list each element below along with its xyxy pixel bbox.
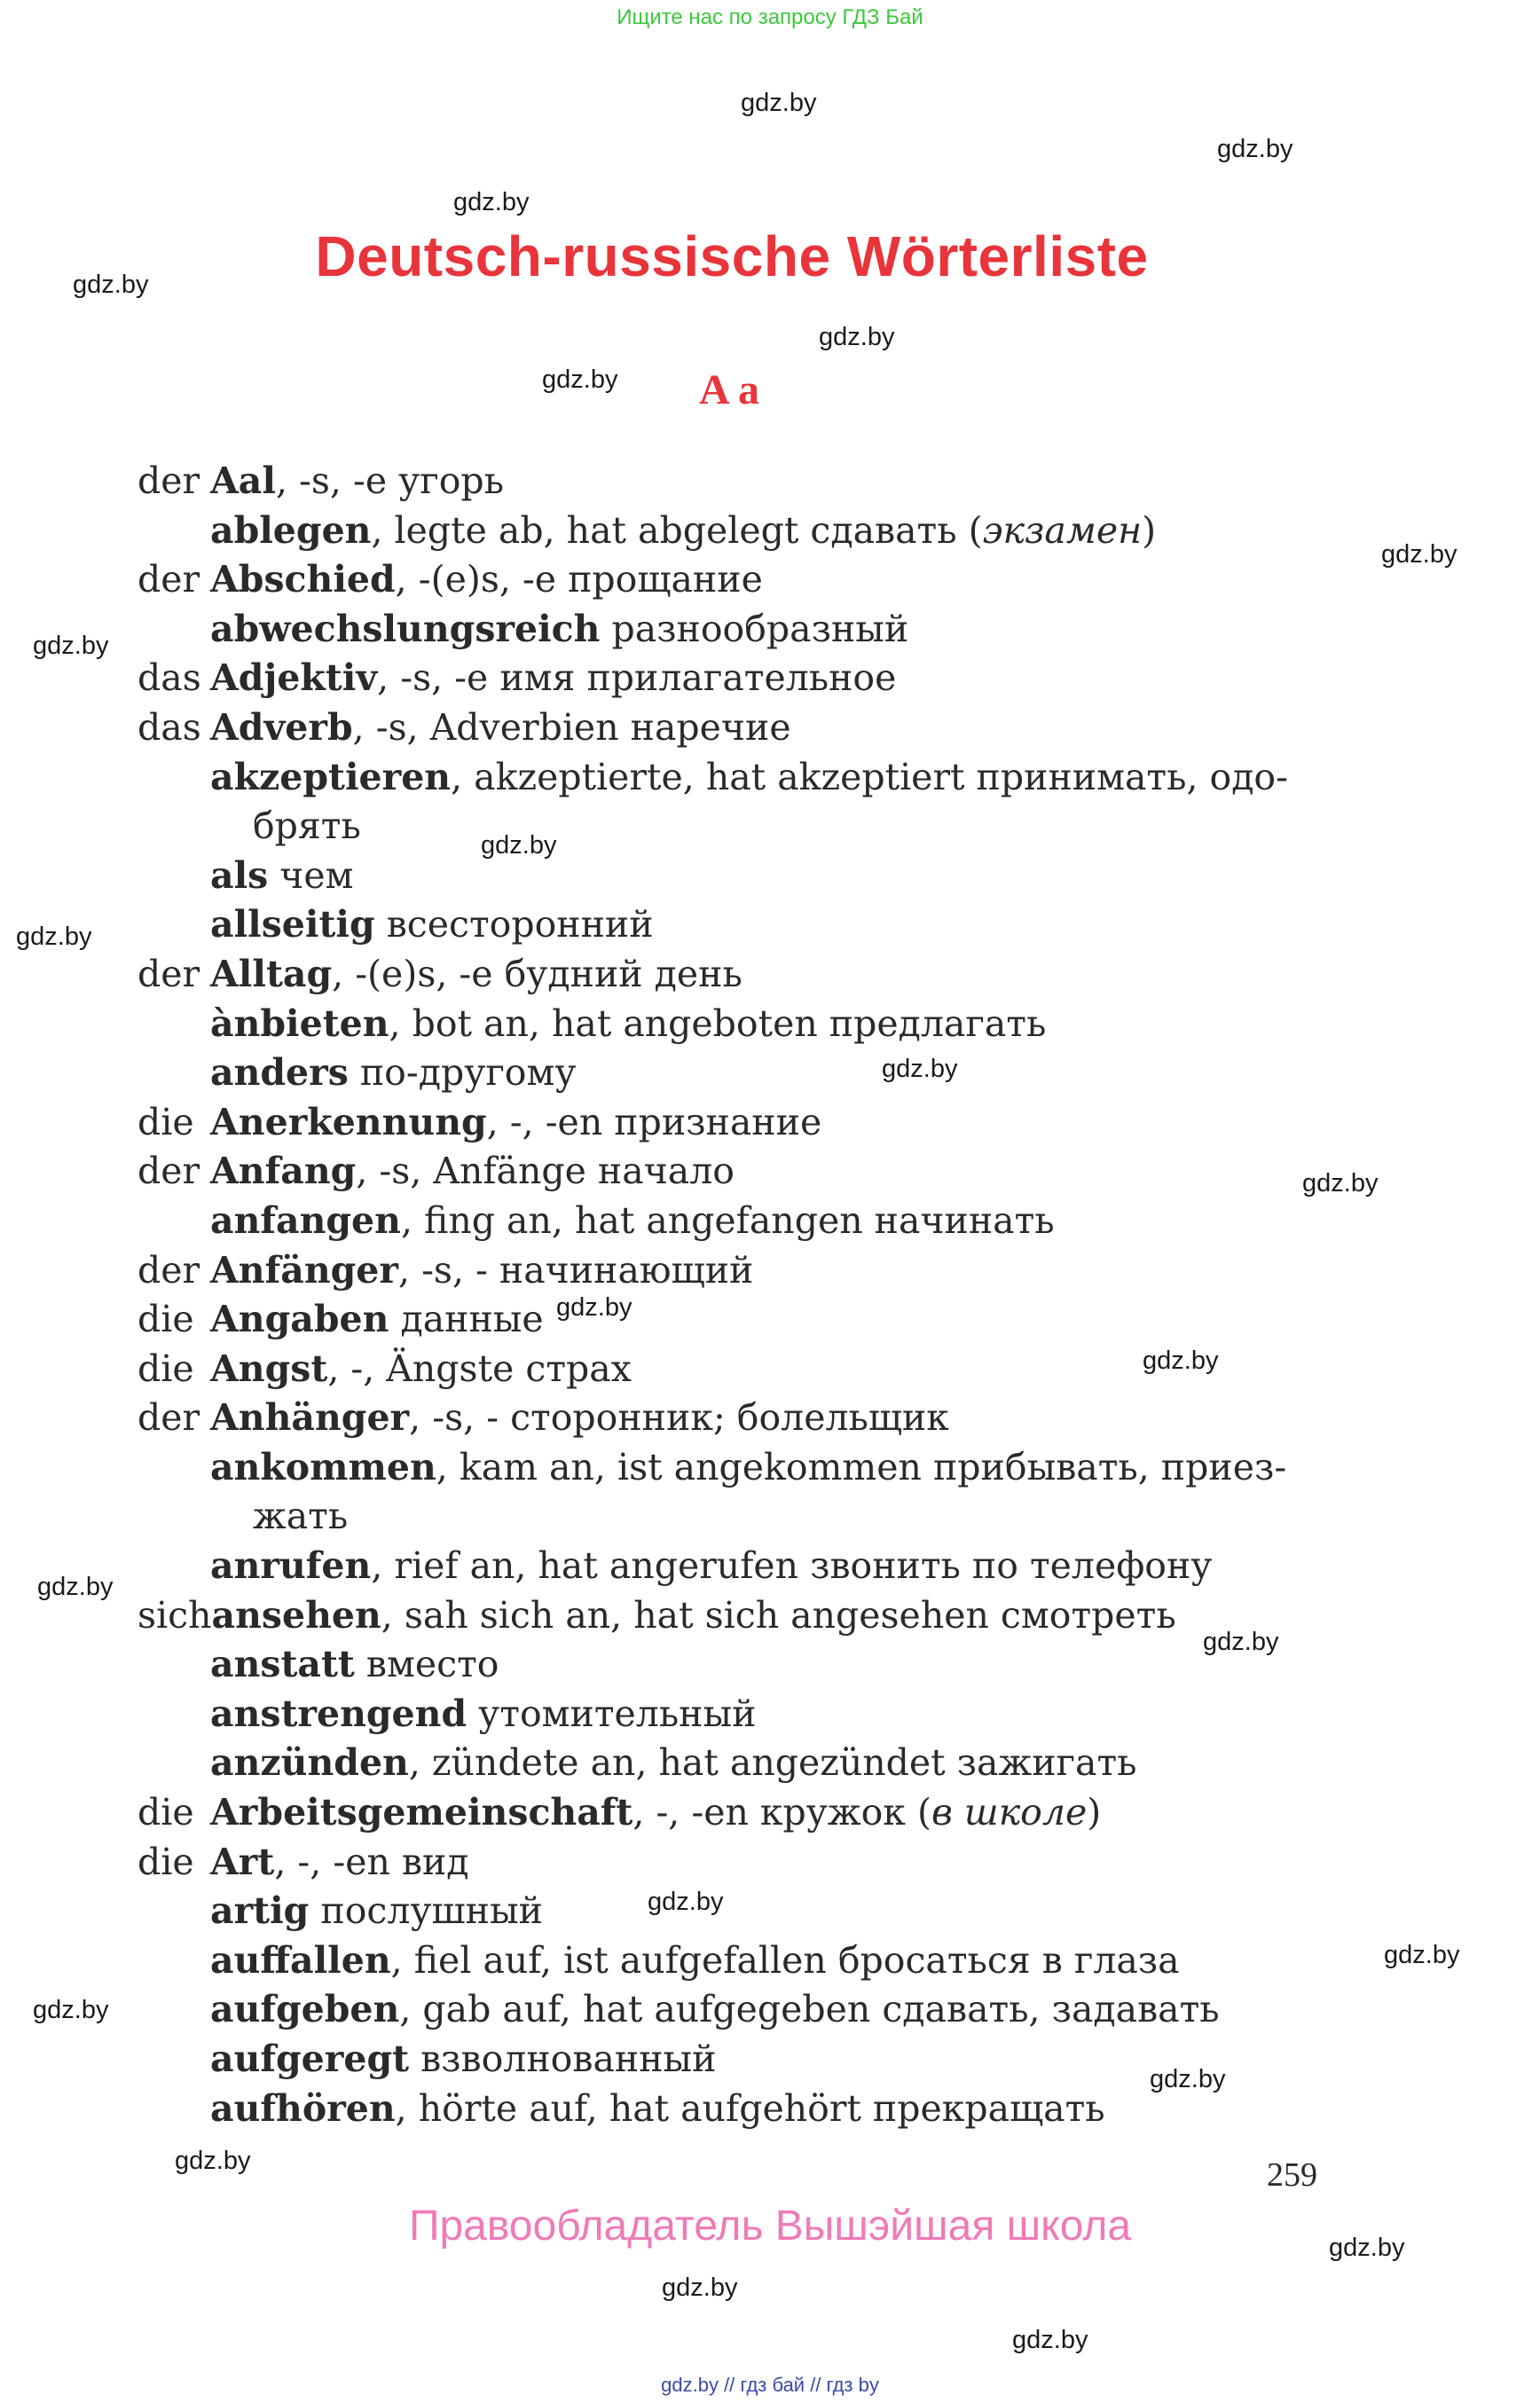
entry-headword: abwechslungsreich: [210, 607, 601, 650]
entry-headword: Adverb: [210, 705, 353, 749]
entry-translation: , -s, -e угорь: [275, 459, 504, 502]
watermark: gdz.by: [819, 323, 895, 351]
entry-headword: anrufen: [210, 1544, 372, 1588]
word-entry: [138, 1000, 1344, 1049]
entry-headword: ablegen: [210, 508, 372, 552]
entry-headword: Abschied: [210, 558, 396, 601]
entry-headword: auffallen: [210, 1938, 391, 1982]
entry-translation: , fiel auf, ist aufgefallen бросаться в глаза: [390, 1938, 1180, 1982]
entry-translation: , bot an, hat angeboten предлагать: [389, 1001, 1047, 1045]
watermark: gdz.by: [542, 365, 618, 394]
entry-article: das: [138, 656, 201, 700]
entry-translation: , -, Ängste страх: [327, 1347, 632, 1390]
entry-headword: aufhören: [210, 2086, 396, 2130]
entry-headword: als: [210, 853, 269, 897]
word-entry: [138, 1887, 1344, 1936]
word-entry: [138, 2035, 1344, 2085]
entry-article: die: [138, 1791, 194, 1834]
entry-tail: ): [1087, 1791, 1102, 1834]
word-entry: [138, 555, 1344, 605]
entry-translation: вместо: [354, 1643, 499, 1686]
entry-article: die: [138, 1347, 194, 1390]
entry-translation: разнообразный: [600, 607, 909, 650]
word-entry: [138, 1147, 1344, 1197]
word-entry: [138, 1394, 1344, 1443]
entry-headword: artig: [210, 1889, 310, 1933]
entry-headword: anstrengend: [210, 1692, 468, 1735]
entry-note: экзамен: [982, 508, 1143, 552]
watermark: gdz.by: [73, 271, 149, 299]
entry-translation: , -, -en признание: [486, 1100, 822, 1143]
entry-article: die: [138, 1100, 194, 1143]
entry-translation: , fing an, hat angefangen начинать: [400, 1198, 1055, 1242]
entry-translation: , kam an, ist angekommen прибывать, приез-: [436, 1445, 1287, 1488]
word-entry: [138, 1443, 1344, 1493]
entry-headword: Angaben: [210, 1298, 389, 1341]
page-number: 259: [1267, 2156, 1317, 2194]
entry-headword: Anfang: [210, 1150, 357, 1193]
entry-headword: ànbieten: [210, 1001, 389, 1045]
page-title: Deutsch-russische Wörterliste: [315, 224, 1149, 288]
word-entry: [138, 654, 1344, 703]
entry-translation: , -s, - начинающий: [398, 1248, 754, 1292]
watermark: gdz.by: [882, 1055, 958, 1083]
watermark: gdz.by: [16, 923, 92, 951]
watermark: gdz.by: [648, 1888, 724, 1916]
entry-article: sich: [138, 1593, 212, 1637]
entry-note: в школе: [931, 1791, 1088, 1834]
watermark: gdz.by: [453, 188, 530, 216]
word-entry: [138, 1838, 1344, 1888]
entry-article: das: [138, 705, 201, 749]
entry-article: der: [138, 1150, 200, 1193]
word-entry: [138, 1739, 1344, 1788]
entry-article: die: [138, 1298, 194, 1341]
entry-tail: ): [1142, 508, 1157, 552]
word-entry: [138, 802, 1344, 852]
entry-translation: , -(e)s, -e прощание: [395, 558, 763, 601]
word-entry: [138, 1985, 1344, 2035]
entry-translation: , hörte auf, hat aufgehört прекращать: [395, 2086, 1105, 2130]
watermark: gdz.by: [1302, 1169, 1379, 1198]
word-entry: [138, 950, 1344, 1000]
entry-translation: , legte ab, hat abgelegt сдавать (: [371, 508, 983, 552]
entry-translation: , akzeptierte, hat akzeptiert принимать, одо-: [451, 755, 1288, 798]
entry-continuation: брять: [253, 805, 361, 848]
watermark: gdz.by: [37, 1573, 114, 1601]
word-entry: [138, 1936, 1344, 1986]
section-letter: A a: [699, 366, 760, 413]
entry-headword: Angst: [210, 1347, 328, 1390]
entry-translation: , zündete an, hat angezündet зажигать: [408, 1741, 1137, 1785]
entry-headword: Arbeitsgemeinschaft: [210, 1791, 633, 1834]
bottom-links: gdz.by // гдз бай // гдз by: [661, 2374, 879, 2396]
entry-headword: akzeptieren: [210, 755, 452, 798]
entry-article: der: [138, 459, 200, 502]
word-entry: [138, 507, 1344, 556]
entry-translation: всесторонний: [374, 903, 654, 946]
watermark: gdz.by: [1150, 2065, 1226, 2093]
word-entry: [138, 1098, 1344, 1148]
entry-translation: послушный: [309, 1889, 543, 1933]
word-entry: [138, 605, 1344, 655]
word-entry: [138, 1345, 1344, 1394]
word-list: [138, 457, 1344, 2133]
word-entry: [138, 1690, 1344, 1739]
word-entry: [138, 900, 1344, 950]
entry-article: der: [138, 952, 200, 995]
copyright-notice: Правообладатель Вышэйшая школа: [408, 2203, 1132, 2250]
entry-headword: anders: [210, 1051, 349, 1095]
entry-headword: Anerkennung: [210, 1100, 487, 1143]
word-entry: [138, 1591, 1344, 1641]
watermark: gdz.by: [1012, 2326, 1088, 2354]
entry-continuation: жать: [253, 1495, 349, 1538]
entry-translation: , gab auf, hat aufgegeben сдавать, задавать: [399, 1988, 1220, 2031]
entry-headword: anzünden: [210, 1741, 409, 1785]
entry-article: der: [138, 558, 200, 601]
entry-translation: , rief an, hat angerufen звонить по телефону: [371, 1544, 1213, 1588]
watermark: gdz.by: [1143, 1347, 1219, 1375]
watermark: gdz.by: [741, 89, 817, 117]
entry-translation: , -(e)s, -e будний день: [332, 952, 742, 995]
entry-article: der: [138, 1248, 200, 1292]
entry-headword: aufgeben: [210, 1988, 400, 2031]
entry-headword: Anfänger: [210, 1248, 398, 1292]
word-entry: [138, 2085, 1344, 2134]
entry-translation: , -s, -e имя прилагательное: [377, 656, 897, 700]
watermark: gdz.by: [1203, 1628, 1279, 1656]
entry-headword: Alltag: [210, 952, 333, 995]
watermark: gdz.by: [175, 2147, 251, 2175]
word-entry: [138, 457, 1344, 507]
watermark: gdz.by: [481, 831, 557, 860]
watermark: gdz.by: [1217, 135, 1293, 163]
entry-translation: данные: [389, 1298, 544, 1341]
word-entry: [138, 1542, 1344, 1591]
entry-headword: anstatt: [210, 1643, 355, 1686]
word-entry: [138, 852, 1344, 901]
word-entry: [138, 703, 1344, 753]
word-entry: [138, 1048, 1344, 1098]
top-banner: Ищите нас по запросу ГДЗ Бай: [617, 5, 923, 29]
watermark: gdz.by: [556, 1293, 632, 1322]
entry-translation: , -, -en вид: [274, 1840, 469, 1883]
watermark: gdz.by: [1384, 1941, 1460, 1969]
word-entry: [138, 753, 1344, 803]
watermark: gdz.by: [662, 2273, 738, 2302]
watermark: gdz.by: [1329, 2234, 1405, 2262]
word-entry: [138, 1492, 1344, 1542]
entry-article: die: [138, 1840, 194, 1883]
entry-headword: Anhänger: [210, 1396, 410, 1440]
entry-translation: , -, -en кружок (: [632, 1791, 931, 1834]
entry-translation: , -s, Adverbien наречие: [352, 705, 791, 749]
word-entry: [138, 1246, 1344, 1296]
word-entry: [138, 1640, 1344, 1690]
entry-translation: чем: [268, 853, 354, 897]
entry-headword: Adjektiv: [210, 656, 378, 700]
entry-translation: утомительный: [467, 1692, 757, 1735]
entry-translation: взволнованный: [409, 2038, 717, 2080]
word-entry: [138, 1197, 1344, 1246]
entry-headword: Aal: [210, 459, 276, 502]
watermark: gdz.by: [33, 632, 109, 660]
entry-article: der: [138, 1396, 200, 1440]
entry-headword: allseitig: [210, 903, 375, 946]
entry-translation: , -s, Anfänge начало: [356, 1150, 735, 1193]
entry-translation: по-другому: [348, 1051, 577, 1095]
watermark: gdz.by: [1381, 540, 1458, 569]
entry-headword: aufgeregt: [210, 2038, 410, 2080]
entry-translation: , -s, - сторонник; болельщик: [409, 1396, 949, 1440]
watermark: gdz.by: [33, 1996, 109, 2024]
entry-headword: anfangen: [210, 1198, 401, 1242]
entry-headword: ankommen: [210, 1445, 436, 1488]
word-entry: [138, 1788, 1344, 1838]
entry-headword: ansehen: [211, 1593, 381, 1637]
entry-translation: , sah sich an, hat sich angesehen смотреть: [381, 1593, 1176, 1637]
entry-headword: Art: [210, 1840, 275, 1883]
word-entry: [138, 1295, 1344, 1345]
